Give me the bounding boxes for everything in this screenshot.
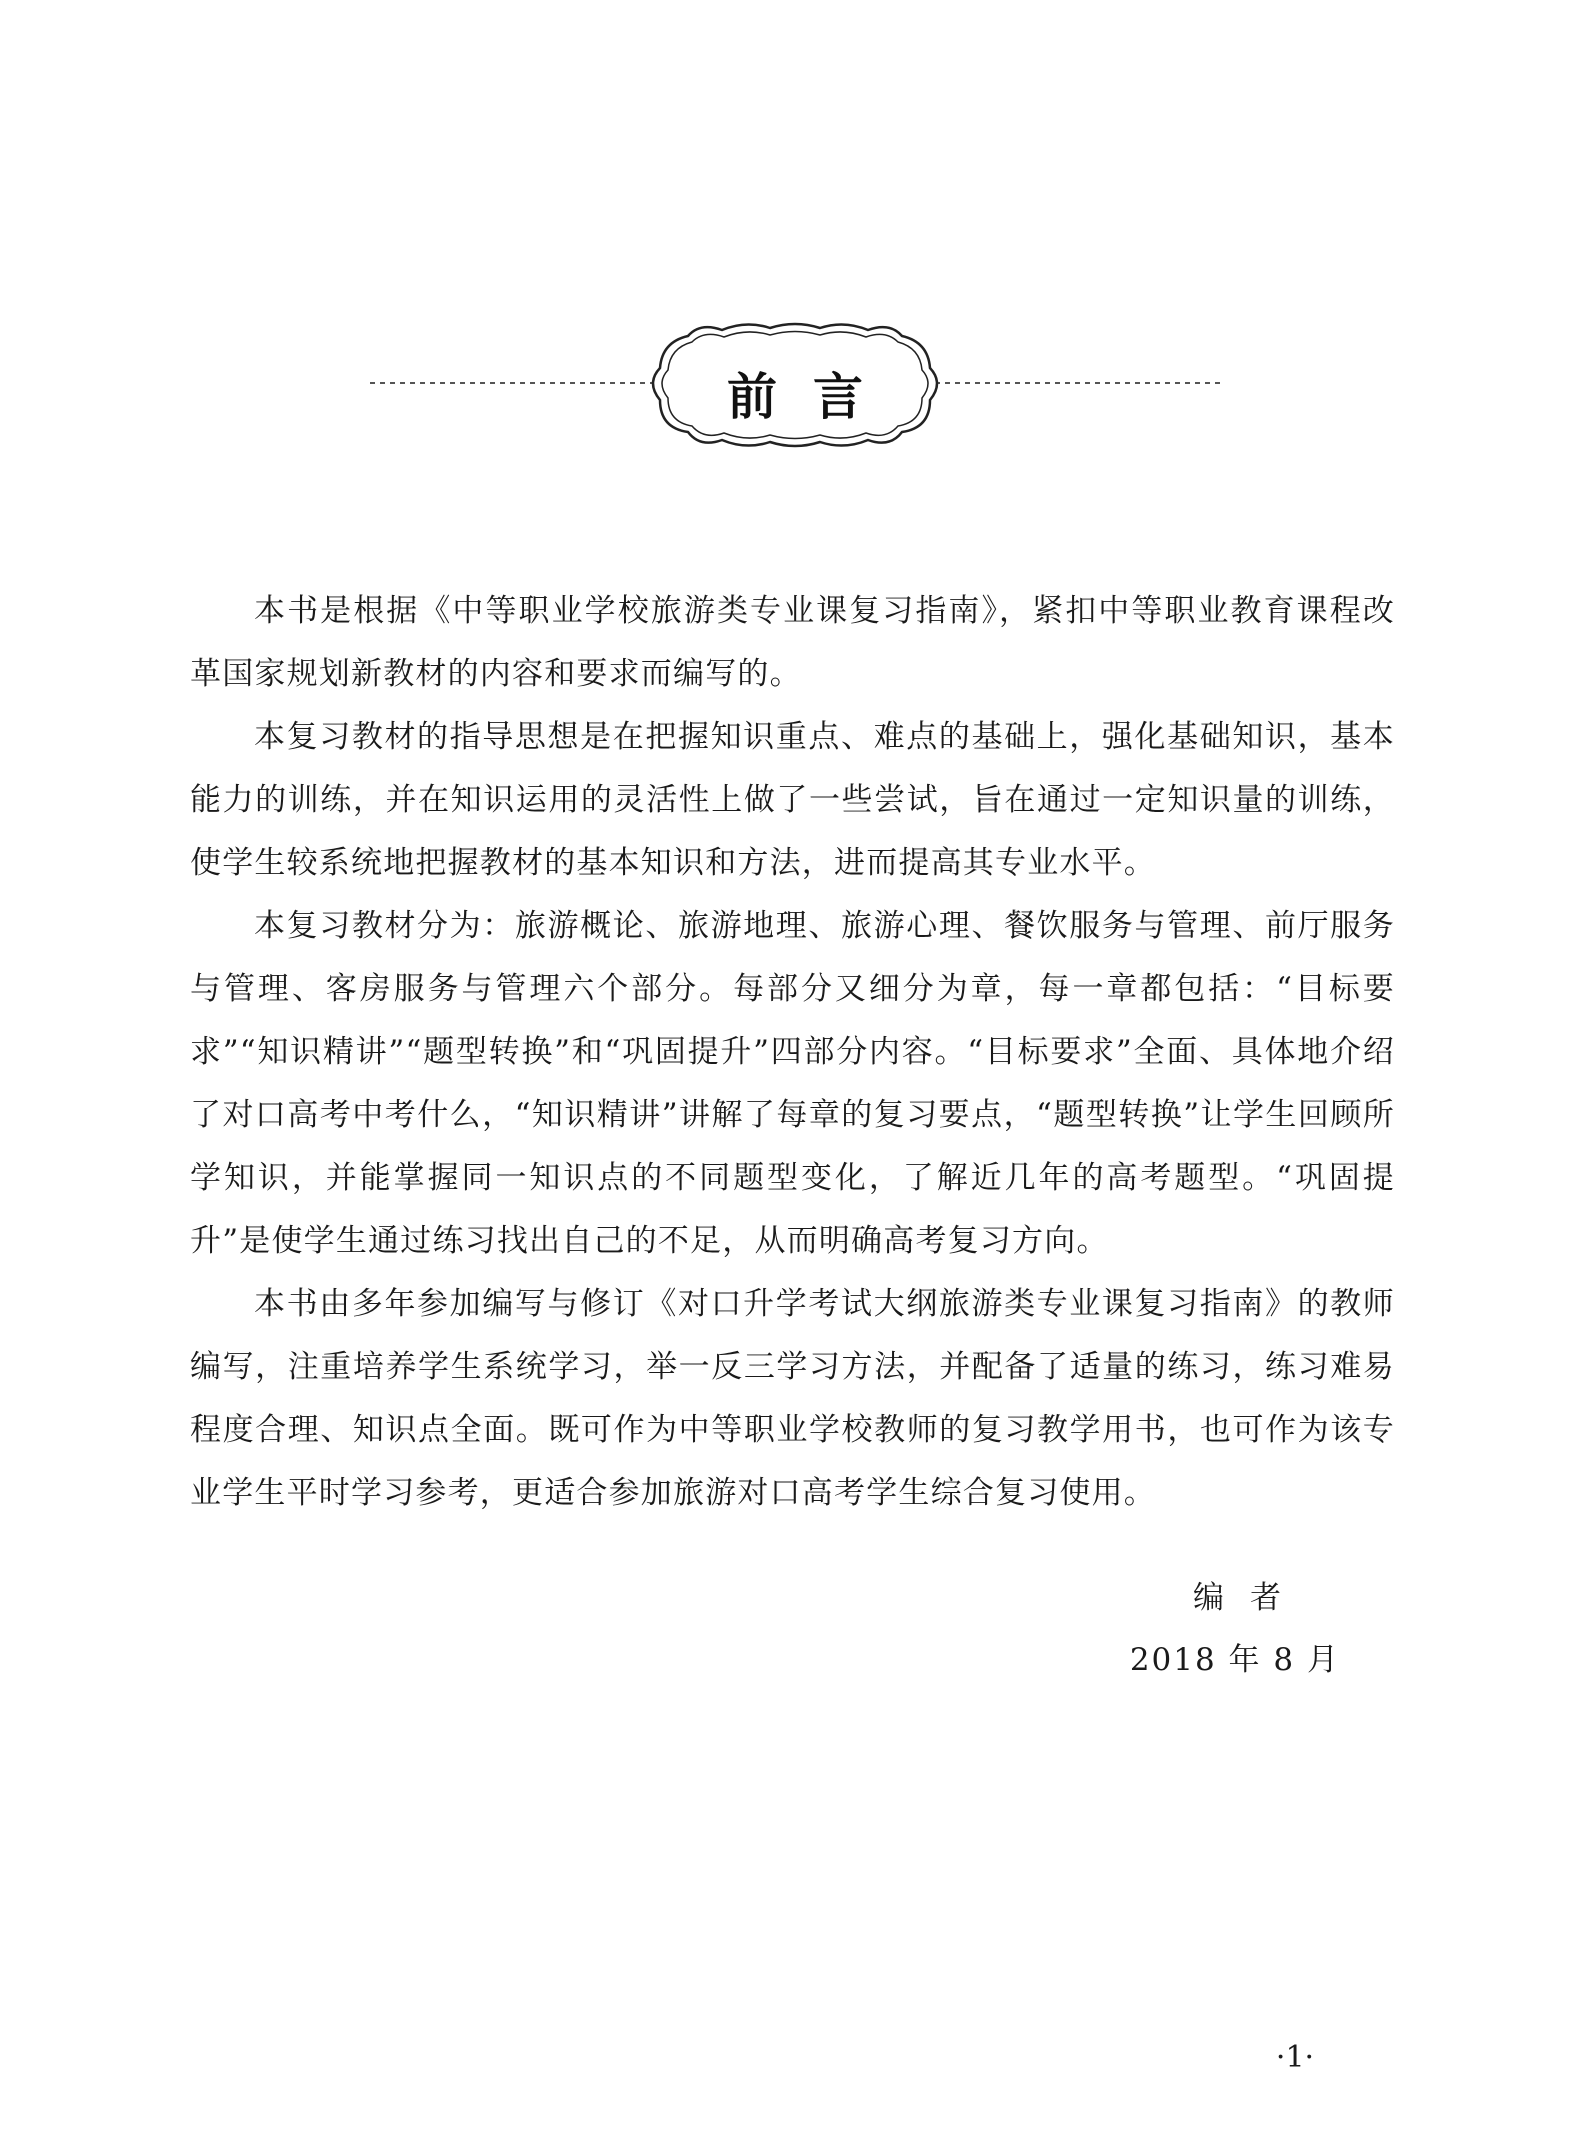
page-title: 前言 <box>727 367 899 426</box>
paragraph-1: 本书是根据《中等职业学校旅游类专业课复习指南》，紧扣中等职业教育课程改革国家规划新教材的内容和要求而编写的。 <box>190 593 1395 692</box>
signature-block <box>1080 1568 1340 1690</box>
preface-body <box>190 580 1395 1525</box>
page-number: ·1· <box>1275 2040 1315 2075</box>
paragraph-4: 本书由多年参加编写与修订《对口升学考试大纲旅游类专业课复习指南》的教师编写，注重培养学生系统学习，举一反三学习方法，并配备了适量的练习，练习难易程度合理、知识点全面。既可作为中等职业学校教师的复习教学用书，也可作为该专业学生平时学习参考，更适合参加旅游对口高考学生综合复习使用。 <box>190 1286 1395 1511</box>
title-banner <box>370 320 1220 465</box>
paragraph-2: 本复习教材的指导思想是在把握知识重点、难点的基础上，强化基础知识，基本能力的训练，并在知识运用的灵活性上做了一些尝试，旨在通过一定知识量的训练，使学生较系统地把握教材的基本知识和方法，进而提高其专业水平。 <box>190 719 1395 881</box>
signature-date: 2018 年 8 月 <box>1129 1642 1340 1678</box>
signature-author: 编者 <box>1193 1580 1307 1616</box>
paragraph-3: 本复习教材分为：旅游概论、旅游地理、旅游心理、餐饮服务与管理、前厅服务与管理、客房服务与管理六个部分。每部分又细分为章，每一章都包括：“目标要求”“知识精讲”“题型转换”和“巩固提升”四部分内容。“目标要求”全面、具体地介绍了对口高考中考什么，“知识精讲”讲解了每章的复习要点，“题型转换”让学生回顾所学知识，并能掌握同一知识点的不同题型变化，了解近几年的高考题型。“巩固提升”是使学生通过练习找出自己的不足，从而明确高考复习方向。 <box>190 908 1395 1259</box>
